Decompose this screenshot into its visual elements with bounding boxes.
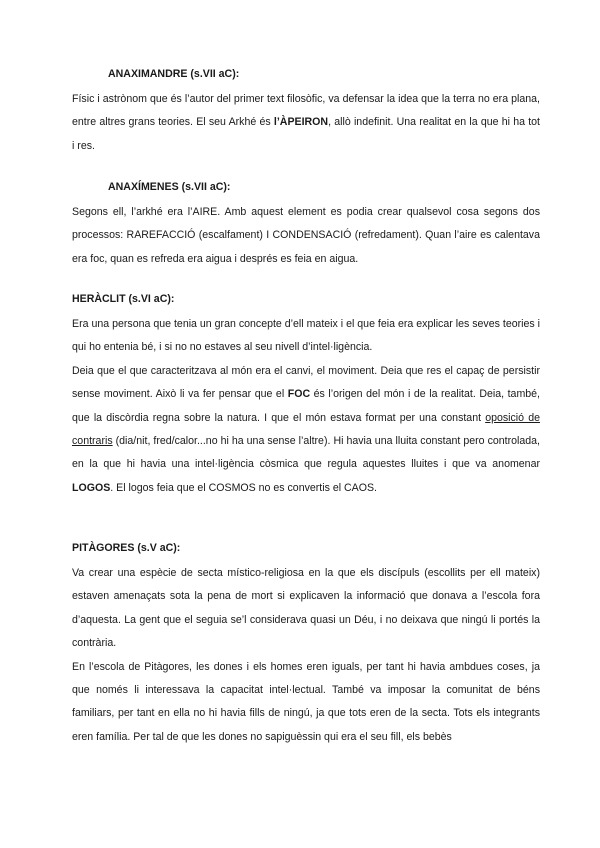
paragraph-text: . El logos feia que el COSMOS no es convertis el CAOS.	[110, 481, 377, 494]
bold-term-logos: LOGOS	[72, 481, 111, 494]
section-heraclit	[72, 291, 540, 500]
section-title-anaximandre: ANAXIMANDRE (s.VII aC):	[108, 68, 240, 80]
paragraph-text: , allò indefinit. Una realitat en la que hi ha tot i res.	[72, 116, 540, 152]
section-pitagores	[72, 540, 540, 749]
section-title-anaximenes: ANAXÍMENES (s.VII aC):	[108, 181, 231, 193]
section-title-pitagores: PITÀGORES (s.V aC):	[72, 542, 181, 554]
paragraph-text: Físic i astrònom que és l’autor del primer text filosòfic, va defensar la idea que la terra no era plana, entre altres grans teories. El seu Arkhé és	[72, 93, 540, 129]
paragraph-heraclit-2	[72, 360, 540, 500]
paragraph-pitagores-1: Va crear una espècie de secta místico-religiosa en la que els discípuls (escollits per ell mateix) estaven amenaçats sota la pena de mort si explicaven la informació que donava a l’escola fora d’aquesta. La gent que el seguia se’l considerava quasi un Déu, i no deixava que ningú li portés la contrària.	[72, 567, 540, 650]
paragraph-text: (dia/nit, fred/calor...no hi ha una sense l’altre). Hi havia una lluita constant pero controlada, en la que hi havia una intel·ligència còsmica que regula aquestes lluites i que va anomenar	[72, 435, 540, 471]
paragraph-anaximandre	[72, 88, 540, 158]
underlined-term: oposició de contraris	[72, 411, 540, 448]
paragraph-text: Deia que el que caracteritzava al món era el canvi, el moviment. Deia que res el capaç de persistir sense moviment. Això li va fer pensar que el	[72, 364, 540, 401]
paragraph-anaximenes: Segons ell, l’arkhé era l’AIRE. Amb aquest element es podia crear qualsevol cosa segons dos processos: RAREFACCIÓ (escalfament) I CONDENSACIÓ (refredament). Quan l’aire es calentava era foc, quan es refreda era aigua i després es feia en aigua.	[72, 206, 540, 265]
paragraph-pitagores-2: En l’escola de Pitàgores, les dones i els homes eren iguals, per tant hi havia ambdues coses, ja que només li interessava la capacitat intel·lectual. També va imposar la comunitat de béns familiars, per tant en ella no hi havia fills de ningú, ja que tots eren de la secta. Tots els integrants eren família. Per tal de que les dones no sapiguèssin qui era el seu fill, els bebès	[72, 660, 540, 743]
section-anaximenes	[72, 179, 540, 271]
bold-term-foc: FOC	[287, 388, 311, 401]
section-title-heraclit: HERÀCLIT (s.VI aC):	[72, 293, 175, 305]
bold-term-apeiron: l’ÀPEIRON	[273, 116, 329, 129]
section-anaximandre	[72, 66, 540, 158]
paragraph-text: és l’origen del món i de la realitat. Deia, també, que la discòrdia regna sobre la natura. I que el món estava format per una constant	[72, 388, 540, 424]
paragraph-heraclit-1: Era una persona que tenia un gran concepte d’ell mateix i el que feia era explicar les seves teories i qui ho entenia bé, i si no no estaves al seu nivell d’intel·ligència.	[72, 318, 540, 354]
